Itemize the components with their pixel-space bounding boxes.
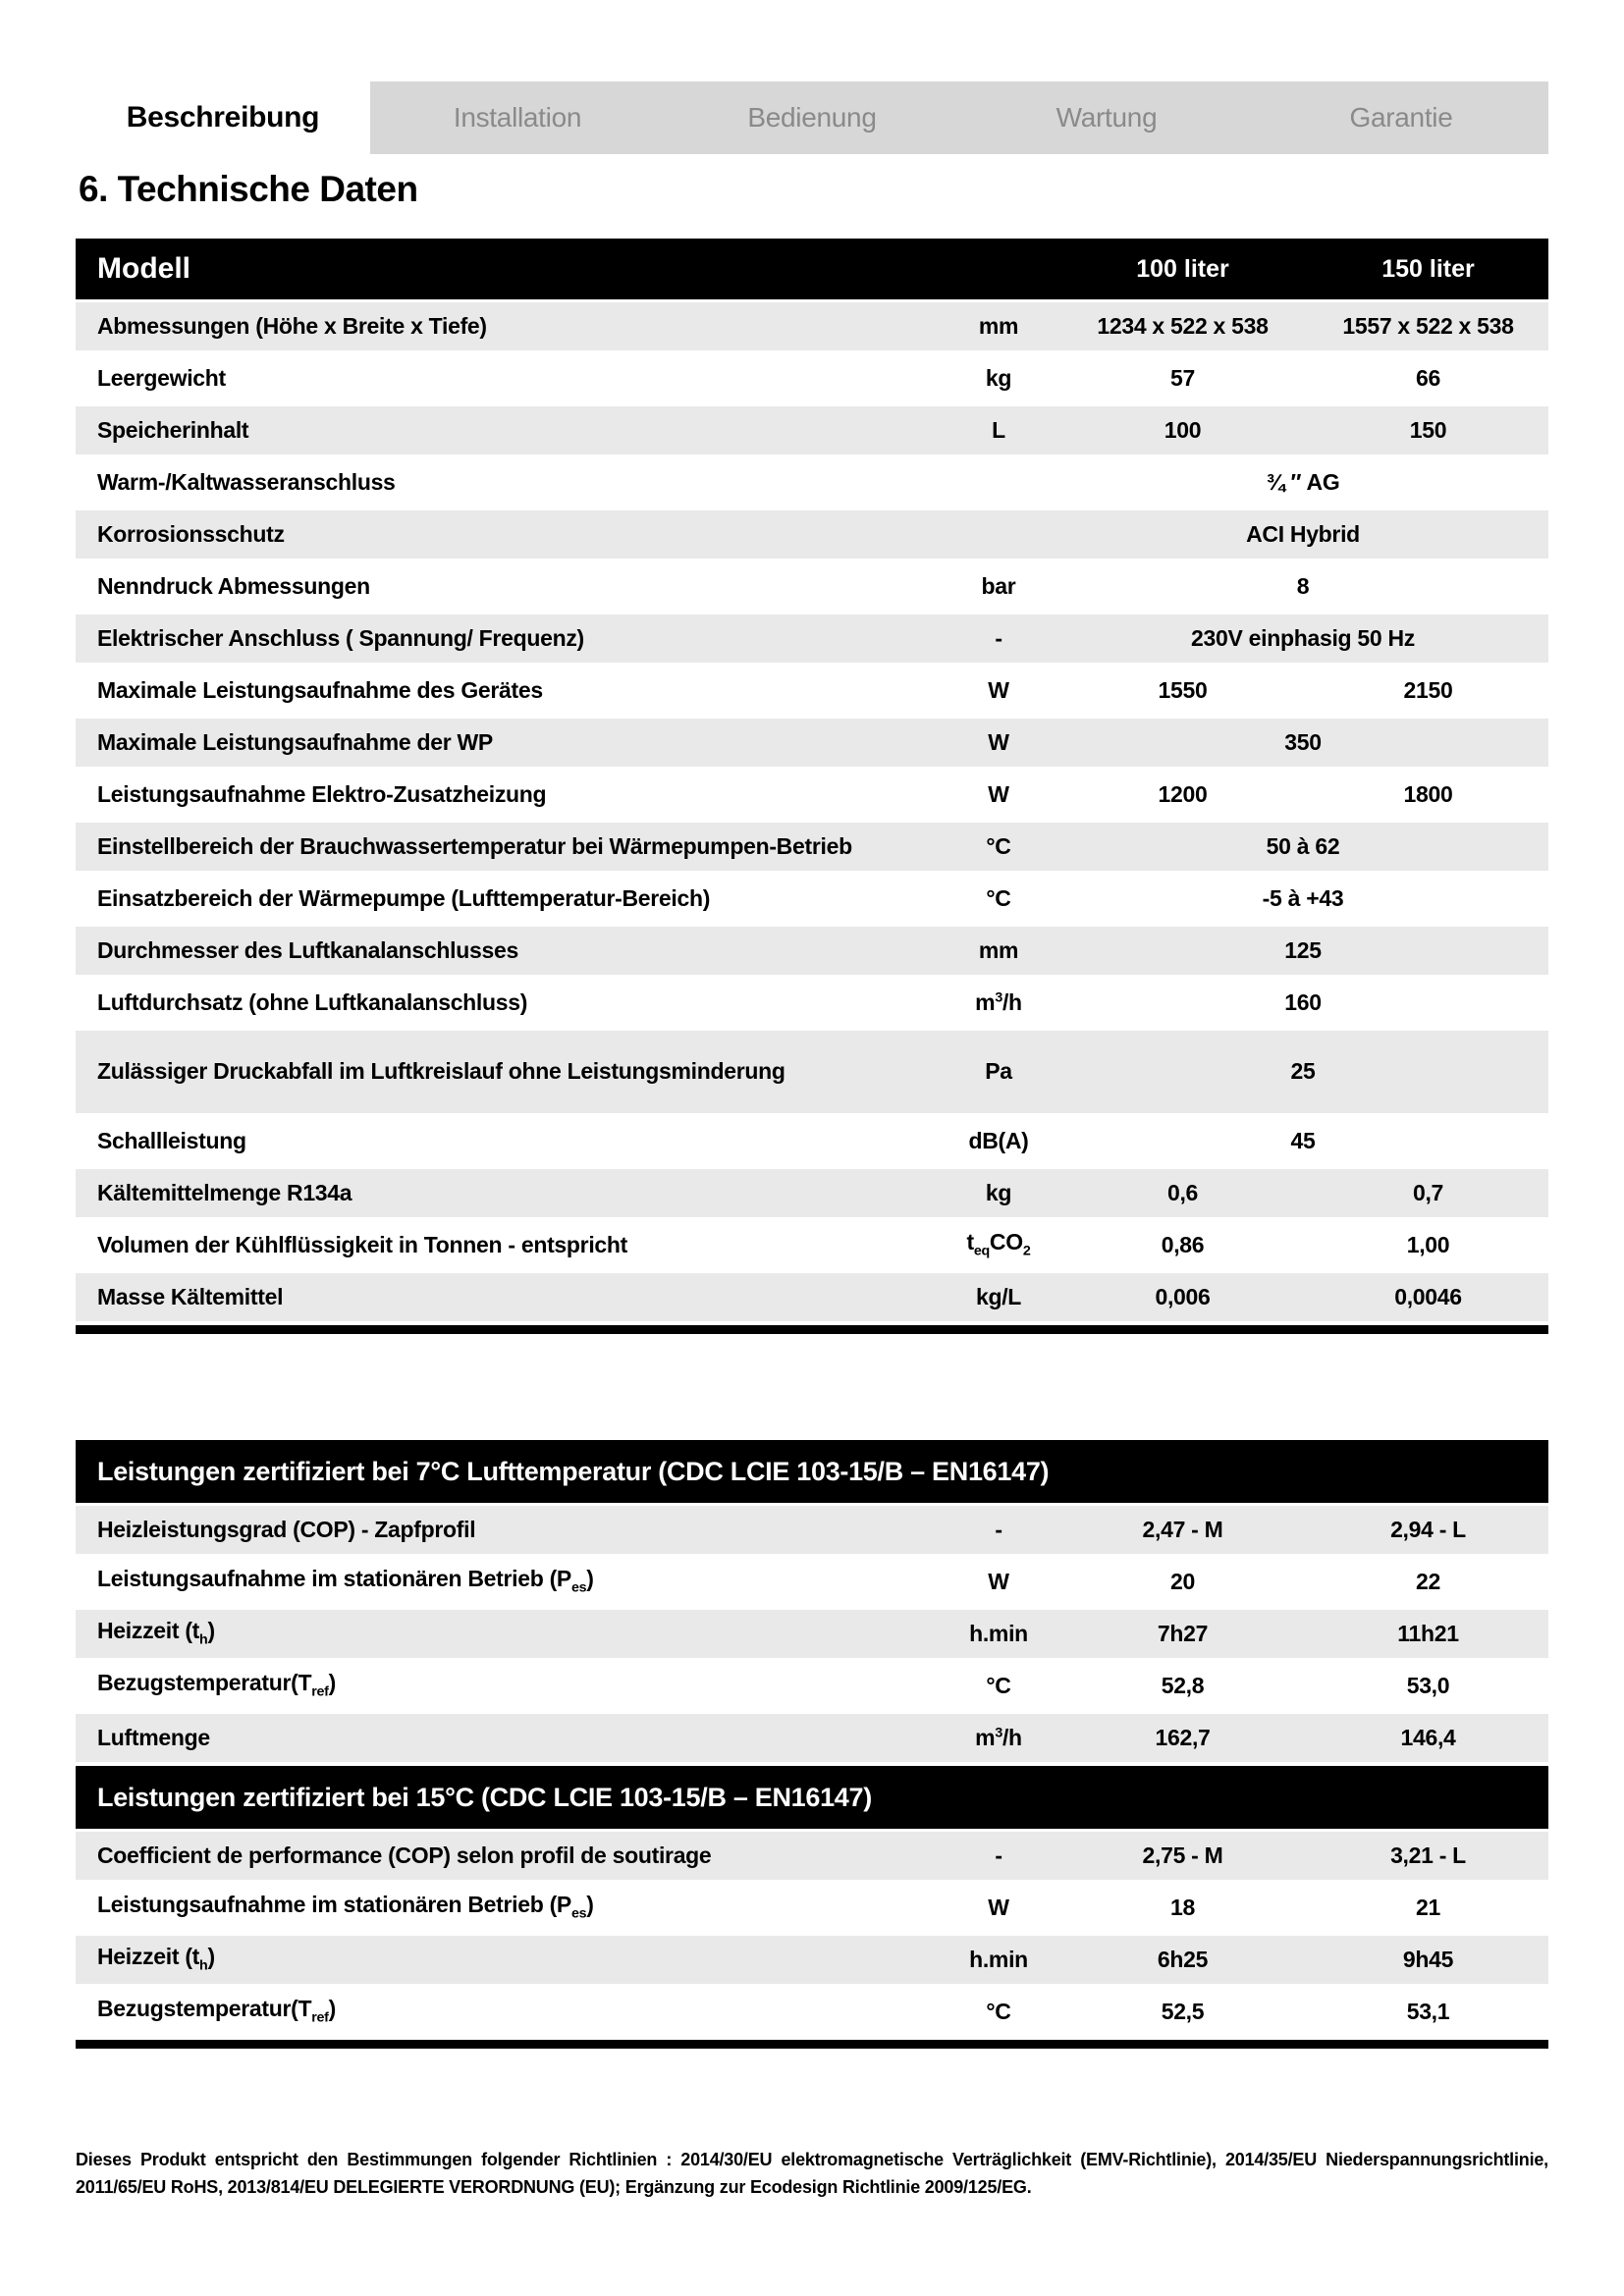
- row-value-150liter: 53,0: [1406, 1672, 1450, 1698]
- row-label: Durchmesser des Luftkanalanschlusses: [97, 936, 518, 963]
- table-row: [76, 979, 1548, 1027]
- row-label: Warm-/Kaltwasseranschluss: [97, 468, 396, 495]
- row-unit: kg: [985, 1179, 1012, 1205]
- row-value-100liter: 1234 x 522 x 538: [1097, 312, 1269, 339]
- row-label: Heizleistungsgrad (COP) - Zapfprofil: [97, 1516, 476, 1542]
- spec-header-model: Modell: [97, 252, 190, 285]
- table-row: [76, 875, 1548, 923]
- row-label: Leistungsaufnahme im stationären Betrieb $(P_{es})$: [97, 1566, 594, 1596]
- row-value-150liter: 2150: [1403, 676, 1453, 703]
- row-unit: kg/L: [975, 1283, 1022, 1309]
- row-value-100liter: 0,006: [1155, 1283, 1211, 1309]
- row-unit: W: [988, 1568, 1009, 1594]
- row-label: Volumen der Kühlflüssigkeit in Tonnen - entspricht: [97, 1231, 628, 1257]
- spec-header-100liter: 100 liter: [1136, 254, 1229, 283]
- row-value-100liter: 1550: [1158, 676, 1208, 703]
- row-label: Maximale Leistungsaufnahme der WP: [97, 728, 493, 755]
- row-value-combined: 25: [1290, 1058, 1316, 1085]
- row-label: Zulässiger Druckabfall im Luftkreislauf ohne Leistungsminderung: [97, 1058, 785, 1085]
- row-value-150liter: 146,4: [1400, 1724, 1456, 1750]
- row-value-combined: 125: [1284, 936, 1322, 963]
- row-value-combined: 45: [1290, 1127, 1316, 1153]
- row-unit: $m^3/h$: [975, 988, 1022, 1015]
- page-title: 6. Technische Daten: [79, 169, 418, 209]
- row-value-combined: -5 à +43: [1262, 884, 1344, 911]
- row-value-150liter: 53,1: [1406, 1998, 1450, 2024]
- row-value-100liter: 162,7: [1155, 1724, 1211, 1750]
- table-row: [76, 823, 1548, 871]
- row-unit: W: [988, 676, 1009, 703]
- row-label: $Bezugstemperatur(T_{ref})$: [97, 1670, 336, 1700]
- row-value-100liter: 1200: [1158, 780, 1208, 807]
- row-unit: W: [988, 728, 1009, 755]
- row-value-combined: 230V einphasig 50 Hz: [1191, 624, 1415, 651]
- certification-tables: [76, 1440, 1548, 2049]
- row-value-100liter: 57: [1170, 364, 1195, 391]
- row-unit: dB(A): [968, 1127, 1029, 1153]
- row-unit: $m^3/h$: [975, 1724, 1022, 1750]
- table-row: [76, 302, 1548, 350]
- row-label: Heizzeit $(t_h)$: [97, 1944, 215, 1974]
- row-value-100liter: 2,47 - M: [1142, 1516, 1223, 1542]
- row-value-combined: ¾ ″ AG: [1266, 468, 1340, 495]
- row-value-100liter: 0,86: [1161, 1231, 1205, 1257]
- cert-table-bottom-border: [76, 2040, 1548, 2049]
- row-unit: L: [992, 416, 1005, 443]
- row-label: Korrosionsschutz: [97, 520, 285, 547]
- tab-bedienung[interactable]: Bedienung: [747, 102, 877, 133]
- table-row: [76, 1832, 1548, 1880]
- compliance-note: Dieses Produkt entspricht den Bestimmungen folgender Richtlinien : 2014/30/EU elektromagnetische Verträglichkeit (EMV-Richtlinie), 2014/35/EU Niederspannungsrichtlinie, 2011/65/EU RoHS, 2013/814/EU DELEGIERTE VERORDNUNG (EU); Ergänzung zur Ecodesign Richtlinie 2009/125/EG.: [76, 2150, 1548, 2197]
- table-row: [76, 458, 1548, 507]
- row-value-100liter: 7h27: [1157, 1620, 1209, 1646]
- row-value-combined: 50 à 62: [1266, 832, 1340, 859]
- row-value-100liter: 52,8: [1161, 1672, 1205, 1698]
- row-label: Masse Kältemittel: [97, 1283, 284, 1309]
- tab-installation[interactable]: Installation: [453, 102, 582, 133]
- row-label: Einsatzbereich der Wärmepumpe (Lufttemperatur-Bereich): [97, 884, 711, 911]
- row-label: Leistungsaufnahme Elektro-Zusatzheizung: [97, 780, 547, 807]
- row-value-combined: 160: [1284, 988, 1322, 1015]
- row-value-100liter: 18: [1170, 1894, 1195, 1920]
- spec-table-body: [76, 302, 1548, 1321]
- row-unit: bar: [981, 572, 1016, 599]
- cert15-section-header: Leistungen zertifiziert bei 15°C (CDC LCIE 103-15/B – EN16147): [76, 1766, 1548, 1829]
- row-unit: -: [995, 624, 1002, 651]
- row-unit: °C: [986, 1998, 1011, 2024]
- row-value-100liter: 100: [1164, 416, 1202, 443]
- row-value-150liter: 3,21 - L: [1390, 1842, 1466, 1868]
- table-row: [76, 354, 1548, 402]
- row-value-150liter: 0,7: [1412, 1179, 1444, 1205]
- row-unit: -: [995, 1516, 1002, 1542]
- row-unit: °C: [986, 884, 1011, 911]
- cert15-table-body: [76, 1832, 1548, 2036]
- table-row: [76, 1273, 1548, 1321]
- row-value-100liter: 20: [1170, 1568, 1195, 1594]
- tab-garantie[interactable]: Garantie: [1349, 102, 1453, 133]
- table-row: [76, 1169, 1548, 1217]
- table-row: [76, 1558, 1548, 1606]
- row-label: Maximale Leistungsaufnahme des Gerätes: [97, 676, 543, 703]
- spec-table: [76, 239, 1548, 1334]
- row-label: Kältemittelmenge R134a: [97, 1179, 352, 1205]
- cert7-section-header: Leistungen zertifiziert bei 7°C Lufttemperatur (CDC LCIE 103-15/B – EN16147): [76, 1440, 1548, 1503]
- table-row: [76, 1714, 1548, 1762]
- row-label: Schallleistung: [97, 1127, 246, 1153]
- table-row: [76, 1117, 1548, 1165]
- table-row: [76, 1031, 1548, 1113]
- row-label: Nenndruck Abmessungen: [97, 572, 370, 599]
- row-unit: h.min: [969, 1946, 1028, 1972]
- row-value-150liter: 9h45: [1402, 1946, 1454, 1972]
- tab-beschreibung[interactable]: Beschreibung: [76, 81, 370, 154]
- row-label: Luftmenge: [97, 1724, 210, 1750]
- row-unit: W: [988, 780, 1009, 807]
- row-value-150liter: 1557 x 522 x 538: [1342, 312, 1514, 339]
- table-row: [76, 719, 1548, 767]
- row-value-150liter: 11h21: [1397, 1620, 1459, 1646]
- cert7-table-body: [76, 1506, 1548, 1762]
- row-unit: kg: [985, 364, 1012, 391]
- table-row: [76, 1221, 1548, 1269]
- row-label: Luftdurchsatz (ohne Luftkanalanschluss): [97, 988, 528, 1015]
- row-label: Coefficient de performance (COP) selon profil de soutirage: [97, 1842, 712, 1868]
- row-value-150liter: 2,94 - L: [1390, 1516, 1466, 1542]
- row-unit: $t_{eq}CO_2$: [966, 1229, 1031, 1259]
- row-unit: W: [988, 1894, 1009, 1920]
- row-value-150liter: 150: [1409, 416, 1447, 443]
- row-value-100liter: 2,75 - M: [1142, 1842, 1223, 1868]
- tab-bar: [76, 81, 1548, 154]
- table-row: [76, 1662, 1548, 1710]
- row-label: $Bezugstemperatur(T_{ref})$: [97, 1996, 336, 2026]
- row-unit: mm: [978, 312, 1019, 339]
- row-unit: h.min: [969, 1620, 1028, 1646]
- table-row: [76, 1988, 1548, 2036]
- row-unit: Pa: [985, 1058, 1012, 1085]
- row-unit: -: [995, 1842, 1002, 1868]
- row-value-150liter: 1,00: [1406, 1231, 1450, 1257]
- row-label: Speicherinhalt: [97, 416, 249, 443]
- row-value-combined: 350: [1284, 728, 1322, 755]
- spec-header-150liter: 150 liter: [1381, 254, 1475, 283]
- tab-wartung[interactable]: Wartung: [1056, 102, 1158, 133]
- row-value-100liter: 6h25: [1157, 1946, 1209, 1972]
- spec-table-header: [76, 239, 1548, 299]
- table-row: [76, 667, 1548, 715]
- row-unit: °C: [986, 832, 1011, 859]
- row-label: Elektrischer Anschluss ( Spannung/ Frequenz): [97, 624, 584, 651]
- row-label: Heizzeit $(t_h)$: [97, 1618, 215, 1648]
- row-value-150liter: 66: [1416, 364, 1440, 391]
- row-value-combined: ACI Hybrid: [1246, 520, 1360, 547]
- table-row: [76, 1610, 1548, 1658]
- row-label: Leergewicht: [97, 364, 226, 391]
- row-label: Abmessungen (Höhe x Breite x Tiefe): [97, 312, 487, 339]
- row-unit: mm: [978, 936, 1019, 963]
- row-value-100liter: 52,5: [1161, 1998, 1205, 2024]
- row-label: Einstellbereich der Brauchwassertemperatur bei Wärmepumpen-Betrieb: [97, 832, 852, 859]
- table-row: [76, 1884, 1548, 1932]
- tab-bar-background: [370, 81, 1548, 154]
- spec-table-bottom-border: [76, 1325, 1548, 1334]
- table-row: [76, 771, 1548, 819]
- table-row: [76, 614, 1548, 663]
- row-value-150liter: 1800: [1403, 780, 1453, 807]
- table-row: [76, 927, 1548, 975]
- row-value-150liter: 21: [1416, 1894, 1440, 1920]
- row-label: Leistungsaufnahme im stationären Betrieb $(P_{es})$: [97, 1892, 594, 1922]
- table-row: [76, 1506, 1548, 1554]
- table-row: [76, 1936, 1548, 1984]
- table-row: [76, 510, 1548, 559]
- row-value-150liter: 0,0046: [1394, 1283, 1462, 1309]
- row-value-100liter: 0,6: [1166, 1179, 1199, 1205]
- table-row: [76, 562, 1548, 611]
- row-unit: °C: [986, 1672, 1011, 1698]
- table-row: [76, 406, 1548, 454]
- row-value-combined: 8: [1296, 572, 1310, 599]
- row-value-150liter: 22: [1416, 1568, 1440, 1594]
